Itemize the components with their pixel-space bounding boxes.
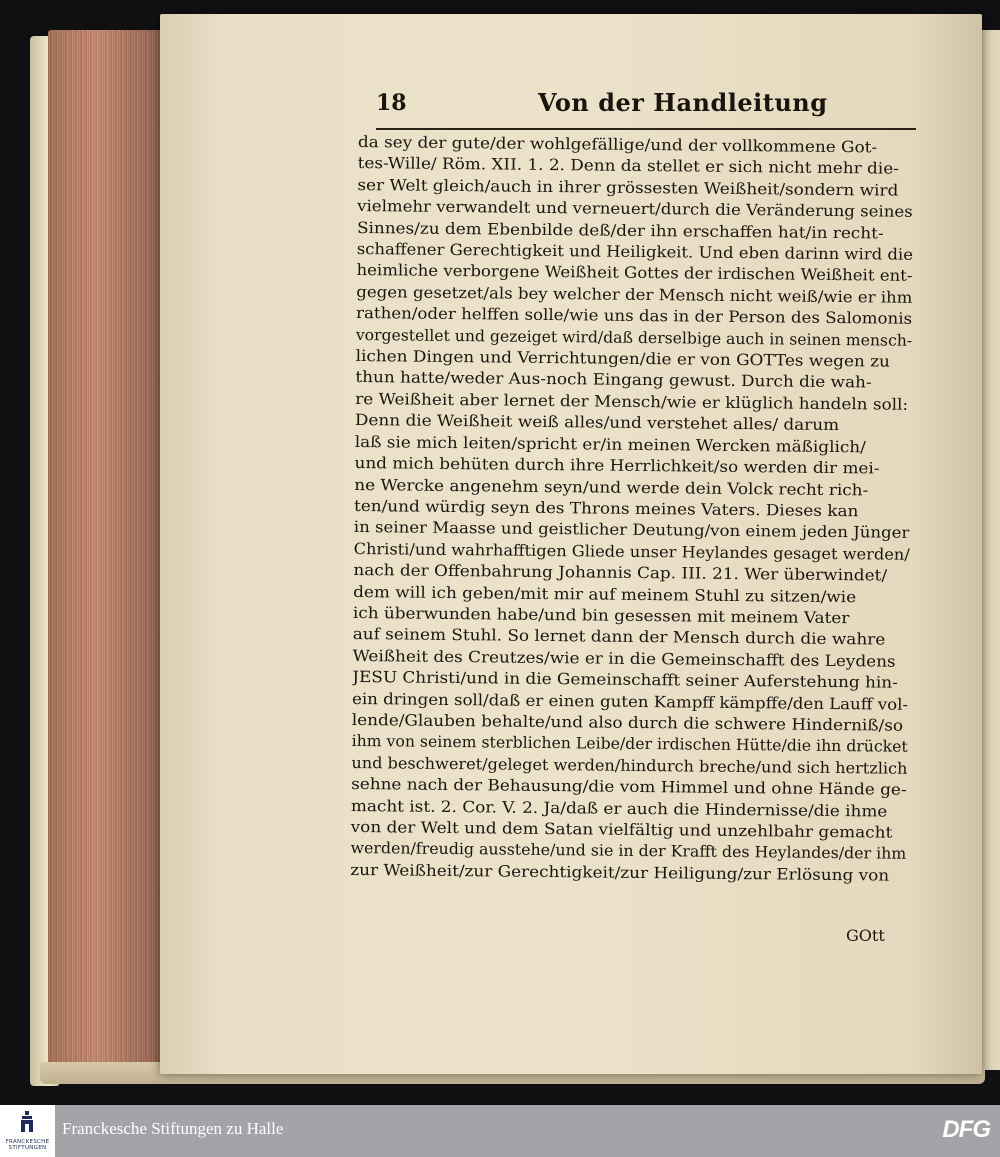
- text-line: von der Welt und dem Satan vielfältig und unzehlbahr gemacht: [350, 817, 893, 842]
- text-line: nach der Offenbahrung Johannis Cap. III. 21. Wer überwindet/: [353, 561, 888, 585]
- text-line: lende/Glauben behalte/und also durch die schwere Hinderniß/so: [351, 710, 904, 735]
- institution-name[interactable]: Franckesche Stiftungen zu Halle: [62, 1119, 284, 1138]
- text-line: ihm von seinem sterblichen Leibe/der irdischen Hütte/die ihn drücket: [351, 732, 908, 757]
- text-line: und beschweret/geleget werden/hindurch breche/und sich hertzlich: [351, 753, 908, 778]
- text-line: re Weißheit aber lernet der Mensch/wie er klüglich handeln soll:: [355, 389, 909, 414]
- body-text: [350, 132, 918, 887]
- text-line: thun hatte/weder Aus-noch Eingang gewust. Durch die wah-: [355, 368, 872, 392]
- institution-logo-text: FRANCKESCHE STIFTUNGEN: [5, 1139, 50, 1151]
- text-line: laß sie mich leiten/spricht er/in meinen Wercken mäßiglich/: [354, 432, 866, 457]
- text-line: JESU Christi/und in die Gemeinschafft seiner Auferstehung hin-: [352, 668, 898, 692]
- text-line: heimliche verborgene Weißheit Gottes der irdischen Weißheit ent-: [356, 261, 913, 286]
- running-head: Von der Handleitung: [538, 88, 828, 117]
- text-line: auf seinem Stuhl. So lernet dann der Mensch durch die wahre: [352, 625, 886, 649]
- text-line: tes-Wille/ Röm. XII. 1. 2. Denn da stellet er sich nicht mehr die-: [357, 154, 900, 179]
- text-line: zur Weißheit/zur Gerechtigkeit/zur Heiligung/zur Erlösung von: [350, 860, 890, 885]
- text-line: ten/und würdig seyn des Throns meines Vaters. Dieses kan: [353, 496, 859, 521]
- text-line: Weißheit des Creutzes/wie er in die Gemeinschafft des Leydens: [352, 646, 896, 671]
- franckesche-emblem-icon: [18, 1111, 36, 1135]
- viewer-footer: [0, 1105, 1000, 1157]
- catchword: GOtt: [846, 926, 885, 945]
- page-header: [376, 88, 916, 122]
- institution-logo[interactable]: [0, 1105, 55, 1157]
- header-rule: [376, 128, 916, 130]
- dfg-logo[interactable]: DFG: [942, 1116, 990, 1143]
- text-line: da sey der gute/der wohlgefällige/und der vollkommene Got-: [357, 132, 878, 157]
- text-line: ich überwunden habe/und bin gesessen mit meinem Vater: [352, 603, 850, 628]
- text-line: werden/freudig ausstehe/und sie in der Krafft des Heylandes/der ihm: [350, 839, 907, 864]
- text-line: Denn die Weißheit weiß alles/und verstehet alles/ darum: [354, 411, 840, 435]
- text-line: ein dringen soll/daß er einen guten Kampff kämpffe/den Lauff vol-: [351, 689, 909, 714]
- text-line: rathen/oder helffen solle/wie uns das in der Person des Salomonis: [356, 304, 913, 329]
- text-line: ser Welt gleich/auch in ihrer grössesten Weißheit/sondern wird: [357, 175, 899, 200]
- text-line: macht ist. 2. Cor. V. 2. Ja/daß er auch die Hindernisse/die ihme: [350, 796, 888, 821]
- text-line: ne Wercke angenehm seyn/und werde dein Volck recht rich-: [354, 475, 869, 499]
- text-line: lichen Dingen und Verrichtungen/die er von GOTTes wegen zu: [355, 347, 890, 371]
- text-line: schaffener Gerechtigkeit und Heiligkeit. Und eben darinn wird die: [356, 240, 913, 264]
- fore-edge-shadow: [48, 30, 166, 1072]
- page-number: 18: [376, 90, 407, 116]
- text-line: vorgestellet und gezeiget wird/daß derselbige auch in seinen mensch-: [355, 325, 912, 350]
- text-line: vielmehr verwandelt und verneuert/durch die Veränderung seines: [357, 197, 913, 222]
- text-line: und mich behüten durch ihre Herrlichkeit/so werden dir mei-: [354, 454, 880, 478]
- text-line: dem will ich geben/mit mir auf meinem Stuhl zu sitzen/wie: [353, 582, 857, 606]
- text-line: sehne nach der Behausung/die vom Himmel und ohne Hände ge-: [351, 775, 907, 799]
- text-line: in seiner Maasse und geistlicher Deutung/von einem jeden Jünger: [353, 518, 910, 543]
- text-line: Sinnes/zu dem Ebenbilde deß/der ihn erschaffen hat/in recht-: [356, 218, 884, 243]
- text-line: Christi/und wahrhafftigen Gliede unser Heylandes gesaget werden/: [353, 539, 910, 564]
- text-line: gegen gesetzet/als bey welcher der Mensch nicht weiß/wie er ihm: [356, 282, 913, 307]
